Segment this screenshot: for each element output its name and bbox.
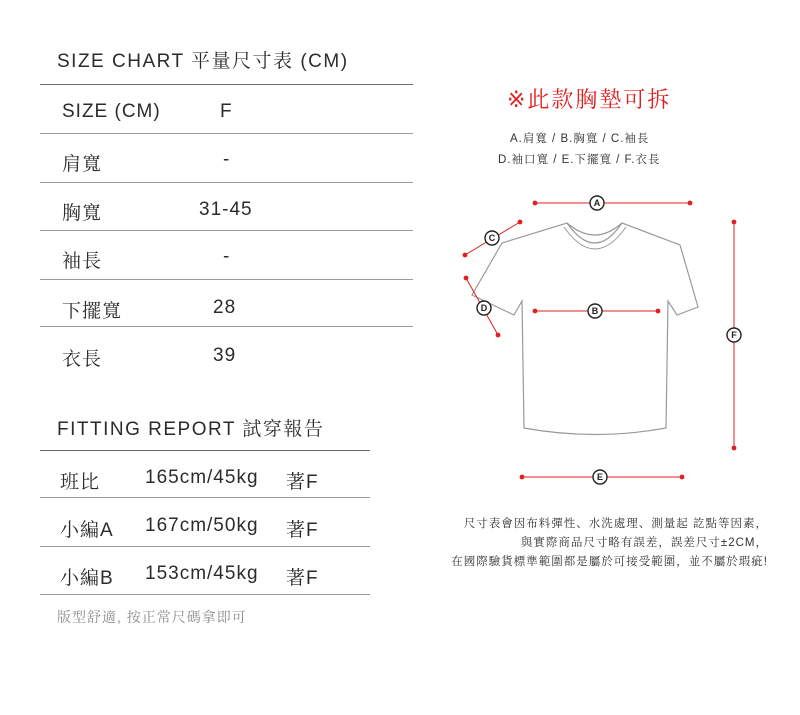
- marker-a: [590, 196, 604, 210]
- marker-f-label: F: [731, 330, 737, 340]
- marker-b-label: B: [591, 306, 599, 316]
- size-row-value: 28: [213, 297, 237, 318]
- fitting-row-name: 班比: [60, 472, 101, 493]
- size-row-label: 肩寬: [62, 154, 103, 175]
- size-chart-top-rule: [40, 84, 413, 85]
- fitting-row-divider: [40, 546, 370, 547]
- fitting-report-title: FITTING REPORT 試穿報告: [57, 419, 325, 440]
- fitting-row-body: 165cm/45kg: [145, 467, 259, 488]
- legend-line-1: A.肩寬 / B.胸寬 / C.袖長: [510, 133, 650, 145]
- size-row-label: 胸寬: [62, 203, 103, 224]
- disclaimer-line-3: 在國際驗貨標準範圍都是屬於可接受範圍，並不屬於瑕疵!: [451, 556, 768, 568]
- fitting-row-name: 小編A: [60, 520, 114, 541]
- size-row-divider: [40, 326, 413, 327]
- marker-f: [727, 328, 741, 342]
- disclaimer-line-2: 與實際商品尺寸略有誤差，誤差尺寸±2CM，: [520, 537, 768, 549]
- fitting-note: 版型舒適, 按正常尺碼拿即可: [57, 609, 247, 625]
- size-row-label: 衣長: [62, 349, 103, 370]
- fitting-row-name: 小編B: [60, 568, 114, 589]
- size-row-divider: [40, 182, 413, 183]
- size-row-divider: [40, 279, 413, 280]
- size-header-value: F: [220, 101, 233, 122]
- fitting-row-wear: 著F: [286, 568, 319, 589]
- fitting-row-body: 167cm/50kg: [145, 515, 259, 536]
- size-row-value: -: [223, 246, 231, 267]
- fitting-row-body: 153cm/45kg: [145, 563, 259, 584]
- size-header-label: SIZE (CM): [62, 101, 161, 122]
- size-row-label: 袖長: [62, 251, 103, 272]
- size-row-value: 31-45: [199, 199, 253, 220]
- fitting-row-divider: [40, 594, 370, 595]
- removable-pad-notice: ※此款胸墊可拆: [507, 87, 672, 112]
- marker-e-label: E: [596, 472, 604, 482]
- marker-a-label: A: [593, 198, 601, 208]
- marker-c-label: C: [488, 233, 496, 243]
- size-row-divider: [40, 230, 413, 231]
- marker-c: [485, 231, 499, 245]
- marker-d-label: D: [480, 303, 488, 313]
- size-row-label: 下擺寬: [62, 301, 123, 322]
- marker-b: [588, 304, 602, 318]
- legend-line-2: D.袖口寬 / E.下擺寬 / F.衣長: [498, 154, 661, 166]
- marker-e: [593, 470, 607, 484]
- marker-d: [477, 301, 491, 315]
- tshirt-measurement-diagram: [440, 185, 760, 495]
- fitting-row-wear: 著F: [286, 472, 319, 493]
- size-row-divider: [40, 133, 413, 134]
- tshirt-outline: [472, 223, 698, 435]
- disclaimer-line-1: 尺寸表會因布料彈性、水洗處理、測量起 訖點等因素，: [463, 518, 768, 530]
- size-chart-title: SIZE CHART 平量尺寸表 (CM): [57, 51, 349, 72]
- fitting-row-wear: 著F: [286, 520, 319, 541]
- size-row-value: 39: [213, 345, 237, 366]
- fitting-report-top-rule: [40, 450, 370, 451]
- fitting-row-divider: [40, 497, 370, 498]
- size-row-value: -: [223, 149, 231, 170]
